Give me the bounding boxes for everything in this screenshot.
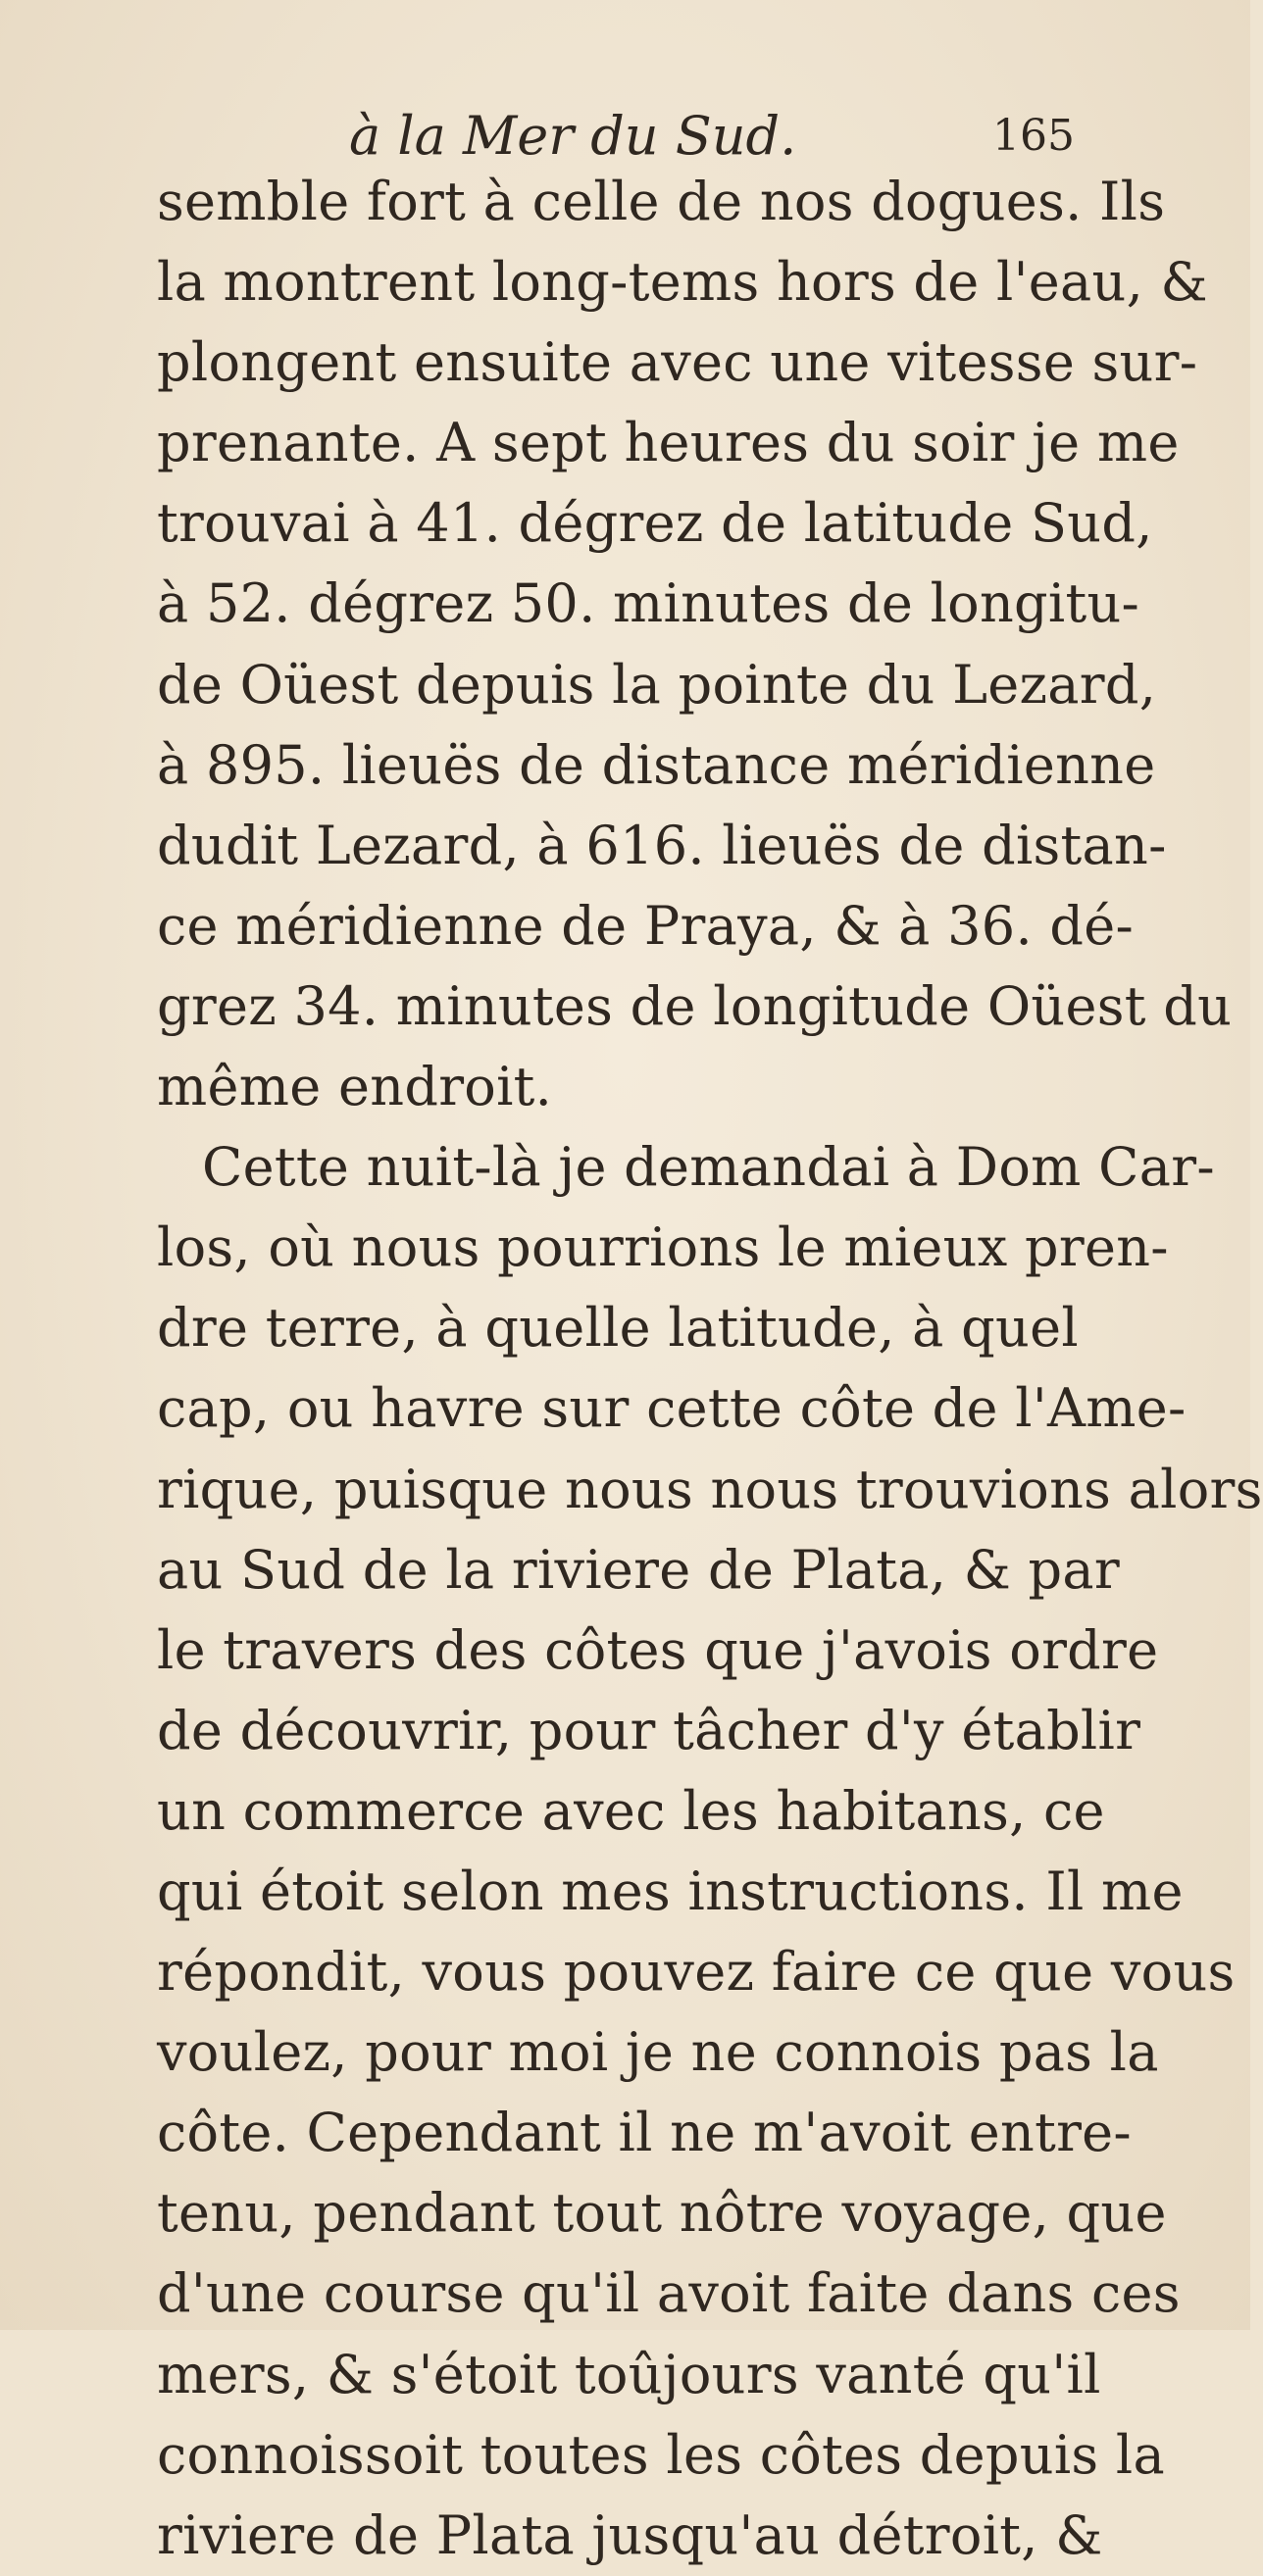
page-number: 165 [992,111,1075,161]
text-line: de Oüest depuis la pointe du Lezard, [157,653,1157,716]
text-line: rique, puisque nous nous trouvions alors [157,1458,1263,1520]
text-line: prenante. A sept heures du soir je me [157,412,1180,474]
running-header [349,102,1075,171]
header-title: à la Mer du Sud. [349,105,797,167]
text-line: mers, & s'étoit toûjours vanté qu'il [157,2343,1101,2405]
text-line: le travers des côtes que j'avois ordre [157,1618,1159,1681]
text-line: à 895. lieuës de distance méridienne [157,733,1156,796]
body-text [157,162,1263,2576]
text-line: même endroit. [157,1056,553,1118]
text-line: trouvai à 41. dégrez de latitude Sud, [157,492,1153,555]
text-line: dre terre, à quelle latitude, à quel [157,1297,1079,1360]
text-line: à 52. dégrez 50. minutes de longitu- [157,572,1140,635]
text-line: cap, ou havre sur cette côte de l'Ame- [157,1377,1187,1440]
text-line: qui étoit selon mes instructions. Il me [157,1859,1184,1922]
text-line: d'une course qu'il avoit faite dans ces [157,2262,1181,2325]
text-line: connoissoit toutes les côtes depuis la [157,2423,1165,2486]
text-line: plongent ensuite avec une vitesse sur- [157,331,1198,394]
text-line: dudit Lezard, à 616. lieuës de distan- [157,814,1167,876]
text-line: riviere de Plata jusqu'au détroit, & [157,2503,1103,2566]
text-line: la montrent long-tems hors de l'eau, & [157,251,1208,314]
text-line: un commerce avec les habitans, ce [157,1779,1105,1842]
text-line: tenu, pendant tout nôtre voyage, que [157,2182,1167,2245]
text-line: côte. Cependant il ne m'avoit entre- [157,2102,1132,2164]
text-line: voulez, pour moi je ne connois pas la [157,2021,1159,2084]
text-line: de découvrir, pour tâcher d'y établir [157,1699,1141,1761]
text-line: répondit, vous pouvez faire ce que vous [157,1941,1236,2004]
text-line: Cette nuit-là je demandai à Dom Car- [202,1136,1215,1199]
text-line: ce méridienne de Praya, & à 36. dé- [157,894,1135,957]
text-line: los, où nous pourrions le mieux pren- [157,1216,1169,1279]
text-line: au Sud de la riviere de Plata, & par [157,1538,1121,1601]
text-line: grez 34. minutes de longitude Oüest du [157,974,1233,1037]
text-line: semble fort à celle de nos dogues. Ils [157,171,1166,232]
